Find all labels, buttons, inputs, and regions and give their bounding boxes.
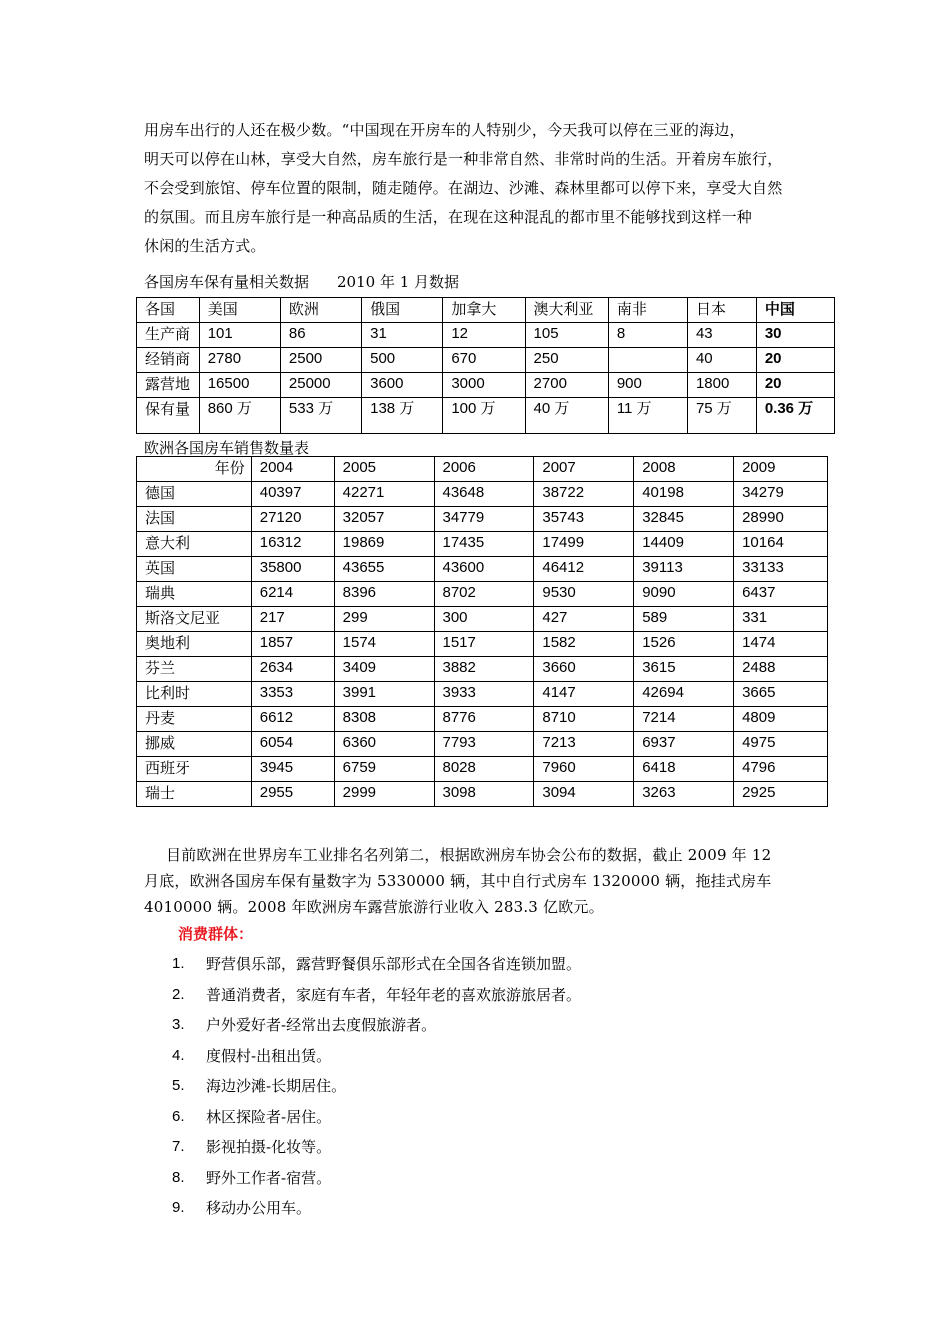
cell: 3933: [434, 682, 534, 707]
cell: 4796: [734, 757, 828, 782]
table-row: [137, 732, 828, 757]
table-row: [137, 757, 828, 782]
header-cell: 2004: [251, 457, 334, 482]
row-label: 生产商: [137, 323, 200, 348]
list-item-text: 移动办公用车。: [206, 1199, 312, 1217]
list-marker: 3.: [172, 1016, 185, 1033]
cell-china: 20: [756, 348, 834, 373]
list-item: [172, 1166, 581, 1197]
rv-ownership-table: [136, 297, 835, 434]
cell: 27120: [251, 507, 334, 532]
cell: 1857: [251, 632, 334, 657]
cell: 299: [334, 607, 434, 632]
cell: 6437: [734, 582, 828, 607]
cell: 8710: [534, 707, 634, 732]
cell: 75 万: [687, 398, 756, 434]
cell: 40198: [634, 482, 734, 507]
cell: [608, 348, 687, 373]
cell: 3098: [434, 782, 534, 807]
cell: 100 万: [443, 398, 525, 434]
cell: 28990: [734, 507, 828, 532]
cell: 39113: [634, 557, 734, 582]
table-row: [137, 348, 835, 373]
cell: 8776: [434, 707, 534, 732]
cell: 3600: [362, 373, 443, 398]
cell: 6418: [634, 757, 734, 782]
row-label: 西班牙: [137, 757, 252, 782]
cell: 34279: [734, 482, 828, 507]
header-cell: 2008: [634, 457, 734, 482]
row-label: 经销商: [137, 348, 200, 373]
cell: 3353: [251, 682, 334, 707]
cell: 19869: [334, 532, 434, 557]
table-row: [137, 482, 828, 507]
row-label: 斯洛文尼亚: [137, 607, 252, 632]
cell: 105: [525, 323, 608, 348]
cell: 25000: [280, 373, 361, 398]
cell: 3263: [634, 782, 734, 807]
list-item-text: 林区探险者-居住。: [206, 1107, 332, 1126]
cell: 2500: [280, 348, 361, 373]
cell: 46412: [534, 557, 634, 582]
list-item-text: 野营俱乐部，露营野餐俱乐部形式在全国各省连锁加盟。: [206, 955, 582, 973]
row-label: 露营地: [137, 373, 200, 398]
table-row: [137, 607, 828, 632]
cell-china: 30: [756, 323, 834, 348]
list-item-text: 影视拍摄-化妆等。: [206, 1138, 332, 1156]
cell: 3665: [734, 682, 828, 707]
cell: 1526: [634, 632, 734, 657]
cell: 9530: [534, 582, 634, 607]
table1-title: 各国房车保有量相关数据: [144, 273, 310, 291]
text-line: [144, 842, 824, 868]
table1-caption: [144, 272, 459, 292]
cell: 34779: [434, 507, 534, 532]
list-item: [172, 983, 581, 1014]
list-marker: 6.: [172, 1107, 185, 1125]
cell-china: 0.36 万: [756, 398, 834, 434]
table-row: [137, 782, 828, 807]
header-cell: 2006: [434, 457, 534, 482]
text-line: 明天可以停在山林，享受大自然，房车旅行是一种非常自然、非常时尚的生活。开着房车旅行，: [144, 150, 783, 168]
cell: 17435: [434, 532, 534, 557]
cell: 2925: [734, 782, 828, 807]
cell: 8396: [334, 582, 434, 607]
list-item: [172, 1044, 581, 1075]
header-cell: 日本: [687, 298, 756, 323]
cell: 331: [734, 607, 828, 632]
cell: 1574: [334, 632, 434, 657]
list-item: [172, 1105, 581, 1136]
cell: 4147: [534, 682, 634, 707]
cell: 16500: [199, 373, 280, 398]
cell: 4975: [734, 732, 828, 757]
cell: 42271: [334, 482, 434, 507]
consumer-groups-heading: 消费群体：: [178, 925, 254, 943]
row-label: 意大利: [137, 532, 252, 557]
cell: 1800: [687, 373, 756, 398]
cell: 3615: [634, 657, 734, 682]
table-row: [137, 707, 828, 732]
header-cell: 加拿大: [443, 298, 525, 323]
row-label: 芬兰: [137, 657, 252, 682]
cell: 10164: [734, 532, 828, 557]
cell: 3660: [534, 657, 634, 682]
cell-china: 20: [756, 373, 834, 398]
cell: 6937: [634, 732, 734, 757]
cell: 43: [687, 323, 756, 348]
row-label: 丹麦: [137, 707, 252, 732]
cell: 7214: [634, 707, 734, 732]
cell: 101: [199, 323, 280, 348]
cell: 6759: [334, 757, 434, 782]
cell: 670: [443, 348, 525, 373]
cell: 9090: [634, 582, 734, 607]
text-line: 的氛围。而且房车旅行是一种高品质的生活，在现在这种混乱的都市里不能够找到这样一种: [144, 208, 753, 226]
list-item: [172, 1013, 581, 1044]
row-label: 英国: [137, 557, 252, 582]
row-label: 法国: [137, 507, 252, 532]
cell: 32057: [334, 507, 434, 532]
cell: 33133: [734, 557, 828, 582]
cell: 2999: [334, 782, 434, 807]
table-row: [137, 373, 835, 398]
list-item-text: 普通消费者，家庭有车者，年轻年老的喜欢旅游旅居者。: [206, 985, 582, 1004]
cell: 3094: [534, 782, 634, 807]
cell: 8028: [434, 757, 534, 782]
cell: 35800: [251, 557, 334, 582]
cell: 6612: [251, 707, 334, 732]
table-row: [137, 632, 828, 657]
cell: 12: [443, 323, 525, 348]
cell: 6214: [251, 582, 334, 607]
cell: 900: [608, 373, 687, 398]
cell: 40397: [251, 482, 334, 507]
cell: 2700: [525, 373, 608, 398]
cell: 43655: [334, 557, 434, 582]
header-cell: 澳大利亚: [525, 298, 608, 323]
list-item-text: 户外爱好者-经常出去度假旅游者。: [206, 1016, 437, 1034]
list-marker: 2.: [172, 985, 185, 1003]
table-row: [137, 557, 828, 582]
header-cell: 俄国: [362, 298, 443, 323]
table-row: [137, 507, 828, 532]
header-cell: 欧洲: [280, 298, 361, 323]
table-row: [137, 532, 828, 557]
cell: 2955: [251, 782, 334, 807]
cell: 2634: [251, 657, 334, 682]
list-marker: 9.: [172, 1199, 185, 1216]
cell: 4809: [734, 707, 828, 732]
cell: 43648: [434, 482, 534, 507]
list-item-text: 度假村-出租出赁。: [206, 1046, 332, 1065]
cell: 6054: [251, 732, 334, 757]
cell: 8702: [434, 582, 534, 607]
cell: 43600: [434, 557, 534, 582]
cell: 31: [362, 323, 443, 348]
europe-paragraph: [144, 842, 824, 920]
intro-paragraph: [144, 116, 824, 261]
header-cell: 南非: [608, 298, 687, 323]
list-item: [172, 1135, 581, 1166]
header-cell: 年份: [137, 457, 252, 482]
list-marker: 1.: [172, 955, 185, 972]
cell: 3945: [251, 757, 334, 782]
table-row: [137, 582, 828, 607]
row-label: 保有量: [137, 398, 200, 434]
cell: 14409: [634, 532, 734, 557]
cell: 217: [251, 607, 334, 632]
list-item: [172, 1074, 581, 1105]
header-cell: 各国: [137, 298, 200, 323]
cell: 32845: [634, 507, 734, 532]
header-cell-china: 中国: [756, 298, 834, 323]
table-row: [137, 323, 835, 348]
list-marker: 4.: [172, 1046, 185, 1064]
cell: 533 万: [280, 398, 361, 434]
list-item: [172, 952, 581, 983]
cell: 8308: [334, 707, 434, 732]
cell: 40 万: [525, 398, 608, 434]
text-line: 月底，欧洲各国房车保有量数字为 5330000 辆，其中自行式房车 1320000 辆，拖挂式房车: [144, 872, 772, 890]
row-label: 瑞典: [137, 582, 252, 607]
cell: 8: [608, 323, 687, 348]
table-row: [137, 398, 835, 434]
header-cell: 美国: [199, 298, 280, 323]
list-marker: 5.: [172, 1077, 185, 1094]
table2-caption: 欧洲各国房车销售数量表: [144, 439, 310, 457]
list-marker: 8.: [172, 1168, 185, 1186]
table-header-row: [137, 298, 835, 323]
cell: 1582: [534, 632, 634, 657]
list-item: [172, 1196, 581, 1227]
cell: 250: [525, 348, 608, 373]
cell: 2488: [734, 657, 828, 682]
text-line: 用房车出行的人还在极少数。“中国现在开房车的人特别少，今天我可以停在三亚的海边，: [144, 121, 745, 139]
header-cell: 2009: [734, 457, 828, 482]
cell: 589: [634, 607, 734, 632]
row-label: 比利时: [137, 682, 252, 707]
cell: 6360: [334, 732, 434, 757]
europe-rv-sales-table: [136, 456, 828, 807]
cell: 138 万: [362, 398, 443, 434]
list-item-text: 野外工作者-宿营。: [206, 1168, 332, 1187]
cell: 3882: [434, 657, 534, 682]
cell: 7960: [534, 757, 634, 782]
table-row: [137, 682, 828, 707]
cell: 7793: [434, 732, 534, 757]
cell: 16312: [251, 532, 334, 557]
cell: 860 万: [199, 398, 280, 434]
consumer-groups-list: [172, 952, 581, 1227]
cell: 40: [687, 348, 756, 373]
table-row: [137, 657, 828, 682]
row-label: 挪威: [137, 732, 252, 757]
cell: 17499: [534, 532, 634, 557]
cell: 38722: [534, 482, 634, 507]
cell: 42694: [634, 682, 734, 707]
cell: 35743: [534, 507, 634, 532]
table1-date: 2010 年 1 月数据: [337, 273, 460, 291]
list-item-text: 海边沙滩-长期居住。: [206, 1077, 347, 1095]
cell: 3991: [334, 682, 434, 707]
row-label: 瑞士: [137, 782, 252, 807]
cell: 2780: [199, 348, 280, 373]
row-label: 德国: [137, 482, 252, 507]
cell: 11 万: [608, 398, 687, 434]
table-header-row: [137, 457, 828, 482]
cell: 1517: [434, 632, 534, 657]
text-line-content: 目前欧洲在世界房车工业排名名列第二，根据欧洲房车协会公布的数据，截止 2009 年 12: [166, 846, 772, 864]
cell: 300: [434, 607, 534, 632]
cell: 427: [534, 607, 634, 632]
row-label: 奥地利: [137, 632, 252, 657]
cell: 7213: [534, 732, 634, 757]
table-body: [137, 482, 828, 807]
header-cell: 2007: [534, 457, 634, 482]
text-line: 休闲的生活方式。: [144, 237, 266, 255]
cell: 1474: [734, 632, 828, 657]
cell: 500: [362, 348, 443, 373]
header-cell: 2005: [334, 457, 434, 482]
cell: 86: [280, 323, 361, 348]
cell: 3409: [334, 657, 434, 682]
text-line: 4010000 辆。2008 年欧洲房车露营旅游行业收入 283.3 亿欧元。: [144, 898, 604, 916]
list-marker: 7.: [172, 1138, 185, 1155]
cell: 3000: [443, 373, 525, 398]
text-line: 不会受到旅馆、停车位置的限制，随走随停。在湖边、沙滩、森林里都可以停下来，享受大自然: [144, 179, 783, 197]
